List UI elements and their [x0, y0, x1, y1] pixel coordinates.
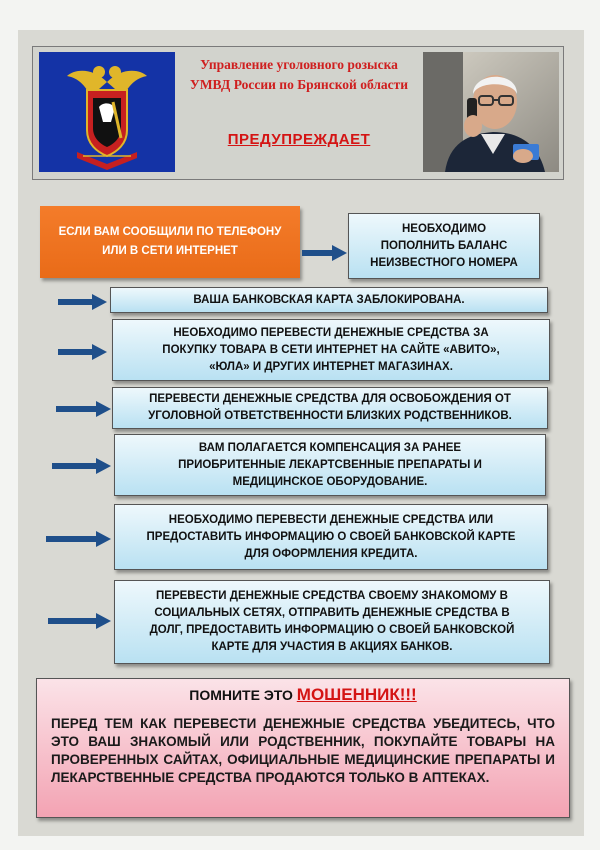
- footer-advice: ПЕРЕД ТЕМ КАК ПЕРЕВЕСТИ ДЕНЕЖНЫЕ СРЕДСТВА УБЕДИТЕСЬ, ЧТО ЭТО ВАШ ЗНАКОМЫЙ ИЛИ РОДСТВЕННИК, ПОКУПАЙТЕ ТОВАРЫ НА ПРОВЕРЕННЫХ САЙТАХ, ОФИЦИАЛЬНЫЕ МЕДИЦИНСКИЕ ПРЕПАРАТЫ И ЛЕКАРСТВЕННЫЕ СРЕДСТВА ПРОДАЮТСЯ ТОЛЬКО В АПТЕКАХ.: [51, 716, 555, 785]
- org-line-1: Управление уголовного розыска: [200, 57, 398, 72]
- if-told-box: [40, 206, 300, 278]
- leaflet: [18, 30, 584, 836]
- scam-item-3-line-2: УГОЛОВНОЙ ОТВЕТСТВЕННОСТИ БЛИЗКИХ РОДСТВЕННИКОВ.: [148, 410, 512, 422]
- if-told-line-2: ТЕЛЕФОНУ ИЛИ В СЕТИ ИНТЕРНЕТ: [102, 226, 282, 257]
- scam-item-4-line-3: МЕДИЦИНСКОЕ ОБОРУДОВАНИЕ.: [232, 475, 428, 488]
- scam-item-3-line-1: ПЕРЕВЕСТИ ДЕНЕЖНЫЕ СРЕДСТВА ДЛЯ ОСВОБОЖДЕНИЯ ОТ: [149, 393, 511, 405]
- header: [32, 46, 564, 180]
- scam-item-5: [114, 504, 548, 570]
- arrow-right-icon: [302, 244, 348, 262]
- topup-balance-box: [348, 213, 540, 279]
- scam-item-2-line-3: «ЮЛА» И ДРУГИХ ИНТЕРНЕТ МАГАЗИНАХ.: [209, 360, 453, 373]
- scam-item-4-line-2: ПРИОБРИТЕННЫЕ ЛЕКАРТСВЕННЫЕ ПРЕПАРАТЫ И: [178, 458, 482, 471]
- warning-footer: [36, 678, 570, 818]
- arrow-right-icon: [56, 400, 112, 418]
- scam-item-2: [112, 319, 550, 381]
- scam-item-5-line-3: ДЛЯ ОФОРМЛЕНИЯ КРЕДИТА.: [244, 547, 418, 560]
- scam-item-2-line-2: ПОКУПКУ ТОВАРА В СЕТИ ИНТЕРНЕТ НА САЙТЕ «АВИТО»,: [162, 343, 500, 356]
- arrow-right-icon: [48, 612, 112, 630]
- scam-item-6-line-2: СОЦИАЛЬНЫХ СЕТЯХ, ОТПРАВИТЬ ДЕНЕЖНЫЕ СРЕДСТВА В: [154, 607, 510, 619]
- topup-line-2: ПОПОЛНИТЬ БАЛАНС: [380, 239, 508, 252]
- remember-text: ПОМНИТЕ ЭТО: [189, 687, 293, 703]
- scam-item-4-line-1: ВАМ ПОЛАГАЕТСЯ КОМПЕНСАЦИЯ ЗА РАНЕЕ: [198, 441, 462, 454]
- arrow-right-icon: [52, 457, 112, 475]
- scam-item-6-line-1: ПЕРЕВЕСТИ ДЕНЕЖНЫЕ СРЕДСТВА СВОЕМУ ЗНАКОМОМУ В: [156, 590, 508, 602]
- scam-item-4: [114, 434, 546, 496]
- arrow-right-icon: [58, 343, 108, 361]
- scam-item-2-line-1: НЕОБХОДИМО ПЕРЕВЕСТИ ДЕНЕЖНЫЕ СРЕДСТВА ЗА: [173, 326, 489, 339]
- arrow-right-icon: [58, 293, 108, 311]
- police-emblem-icon: [39, 52, 175, 172]
- elderly-man-on-phone-photo: [423, 52, 559, 172]
- scam-item-6: [114, 580, 550, 664]
- scam-item-1-line-1: ВАША БАНКОВСКАЯ КАРТА ЗАБЛОКИРОВАНА.: [193, 293, 465, 306]
- organization-name: [183, 55, 415, 95]
- scam-item-6-line-4: КАРТЕ ДЛЯ УЧАСТИЯ В АКЦИЯХ БАНКОВ.: [211, 641, 453, 653]
- fraud-word: МОШЕННИК!!!: [296, 685, 417, 704]
- scam-item-5-line-2: ПРЕДОСТАВИТЬ ИНФОРМАЦИЮ О СВОЕЙ БАНКОВСКОЙ КАРТЕ: [146, 530, 516, 543]
- if-told-line-1: ЕСЛИ ВАМ СООБЩИЛИ ПО: [58, 226, 214, 238]
- topup-line-1: НЕОБХОДИМО: [401, 222, 487, 235]
- scam-item-5-line-1: НЕОБХОДИМО ПЕРЕВЕСТИ ДЕНЕЖНЫЕ СРЕДСТВА ИЛИ: [168, 513, 494, 526]
- scam-item-3: [112, 387, 548, 429]
- arrow-right-icon: [46, 530, 112, 548]
- scam-item-6-line-3: ДОЛГ, ПРЕДОСТАВИТЬ ИНФОРМАЦИЮ О СВОЕЙ БАНКОВСКОЙ: [149, 624, 515, 636]
- warns-heading: ПРЕДУПРЕЖДАЕТ: [227, 131, 371, 148]
- org-line-2: УМВД России по Брянской области: [189, 77, 409, 92]
- remember-heading: [37, 685, 569, 705]
- scam-item-1: [110, 287, 548, 313]
- topup-line-3: НЕИЗВЕСТНОГО НОМЕРА: [370, 256, 518, 269]
